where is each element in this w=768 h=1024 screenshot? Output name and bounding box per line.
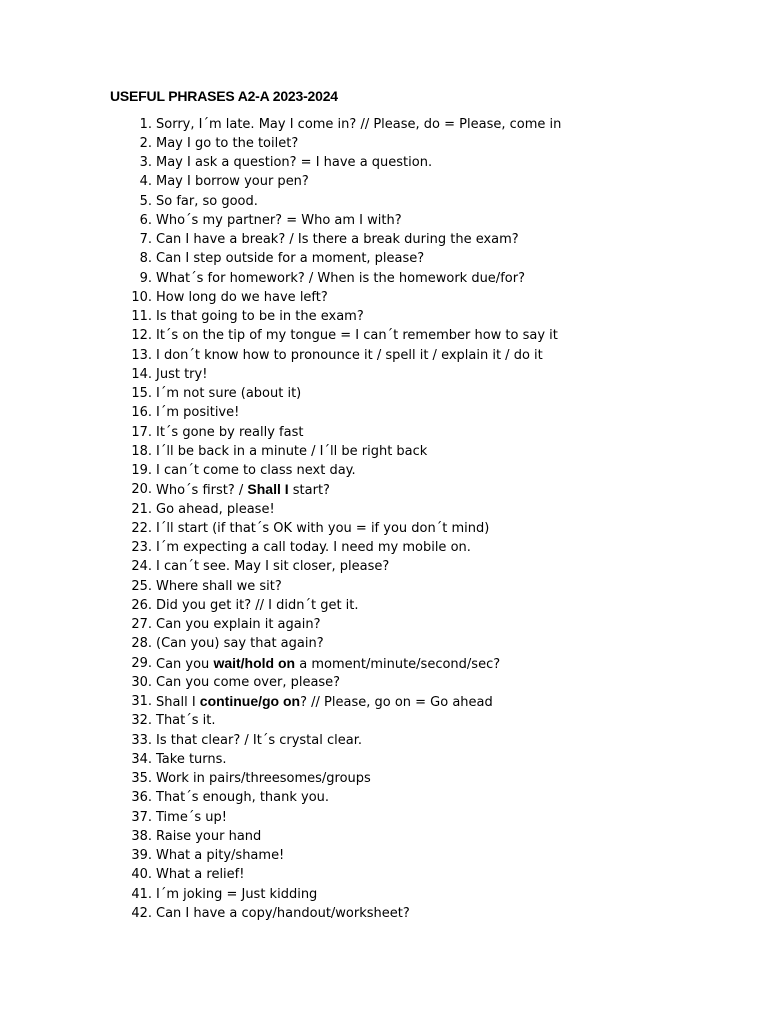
text-segment: I´m positive! [156,405,240,421]
list-item-text [156,269,525,288]
text-segment: Can I step outside for a moment, please? [156,251,425,267]
list-item-number: 9. [139,270,152,286]
text-segment: May I borrow your pen? [156,174,309,190]
list-item-number: 3. [139,155,152,170]
list-item-number: 25. [131,578,152,594]
text-segment: start? [288,483,330,499]
list-item-text [156,365,207,384]
list-item-text [156,115,561,134]
list-item-text [156,211,402,230]
text-segment: Can you explain it again? [156,617,321,632]
list-item-number: 26. [131,597,152,613]
text-segment: Did you get it? // I didn´t get it. [156,597,359,613]
list-item-text [156,519,489,538]
list-item-number: 37. [131,809,152,825]
list-item-number: 5. [139,193,152,209]
list-item-number: 13. [131,347,152,363]
text-segment: Raise your hand [156,828,262,844]
text-segment: Who´s first? / [156,483,248,499]
list-item-text [156,865,244,884]
list-item-number: 23. [131,540,152,555]
list-item-text [156,172,309,191]
text-segment: That´s enough, thank you. [156,790,330,806]
list-item-number: 33. [131,732,152,748]
text-segment: Can I have a copy/handout/worksheet? [156,905,410,921]
list-item-number: 20. [131,482,152,498]
list-item-number: 12. [131,328,152,344]
list-item-text [156,711,216,730]
text-segment: So far, so good. [156,193,258,209]
list-item-text [156,134,298,153]
list-item-text [156,788,329,807]
list-item-text [156,731,362,750]
text-segment: a moment/minute/second/sec? [295,656,501,672]
list-item-number: 21. [131,501,152,517]
text-segment: Can I have a break? / Is there a break during the exam? [156,232,519,247]
list-item-text [156,904,410,923]
list-item-number: 30. [131,674,152,690]
list-item-text [156,288,328,307]
list-item-text [156,153,432,172]
list-item-text [156,480,330,500]
list-item-number: 4. [139,174,152,190]
list-item-number: 42. [131,905,152,921]
text-segment: I´m not sure (about it) [156,386,302,401]
list-item-number: 29. [131,655,152,671]
list-item-text [156,230,519,249]
list-item-text [156,326,558,345]
list-item-text [156,538,471,557]
text-segment: What a pity/shame! [156,848,285,863]
text-segment: I can´t come to class next day. [156,463,356,478]
text-segment: Shall I [156,695,200,710]
list-item-number: 24. [131,559,152,575]
text-segment: Who´s my partner? = Who am I with? [156,212,402,228]
document-title: USEFUL PHRASES A2-A 2023-2024 [110,88,338,104]
list-item-text [156,846,284,865]
text-segment: I´m expecting a call today. I need my mobile on. [156,540,471,555]
text-segment: That´s it. [156,713,216,729]
list-item-text [156,577,282,596]
text-segment: Is that clear? / It´s crystal clear. [156,732,362,748]
list-item-number: 41. [131,886,152,902]
emphasized-text: wait/hold on [213,654,296,671]
list-item-number: 34. [131,751,152,767]
list-item-number: 27. [131,617,152,632]
text-segment: Take turns. [156,751,227,767]
text-segment: I´ll be back in a minute / I´ll be right back [156,443,428,459]
list-item-number: 15. [131,386,152,401]
list-item-text [156,442,427,461]
list-item-text [156,500,275,519]
list-item-number: 14. [131,366,152,382]
list-item-number: 38. [131,828,152,844]
list-item-number: 36. [131,790,152,806]
text-segment: Is that going to be in the exam? [156,309,364,324]
list-item-text [156,307,364,326]
text-segment: May I go to the toilet? [156,135,299,151]
text-segment: (Can you) say that again? [156,636,324,652]
list-item-text [156,885,317,904]
list-item-number: 22. [131,520,152,536]
emphasized-text: Shall I [247,481,289,498]
text-segment: I´m joking = Just kidding [156,886,318,902]
text-segment: May I ask a question? = I have a question. [156,155,433,170]
text-segment: Where shall we sit? [156,578,282,594]
text-segment: Can you [156,656,214,672]
text-segment: I can´t see. May I sit closer, please? [156,559,390,575]
text-segment: I´ll start (if that´s OK with you = if you don´t mind) [156,520,490,536]
list-item-number: 32. [131,713,152,729]
text-segment: What a relief! [156,867,245,883]
list-item-text [156,808,227,827]
list-item-number: 11. [131,309,152,324]
list-item-text [156,346,543,365]
text-segment: Sorry, I´m late. May I come in? // Please, do = Please, come in [156,116,562,132]
text-segment: What´s for homework? / When is the homework due/for? [156,270,525,286]
text-segment: Go ahead, please! [156,501,275,517]
text-segment: Just try! [156,366,208,382]
list-item-text [156,827,261,846]
list-item-text [156,692,493,712]
list-item-text [156,769,371,788]
list-item-text [156,673,340,692]
list-item-number: 10. [131,289,152,305]
list-item-text [156,249,424,268]
list-item-number: 18. [131,443,152,459]
text-segment: It´s gone by really fast [156,424,304,440]
list-item-number: 17. [131,424,152,440]
list-item-number: 28. [131,636,152,652]
text-segment: Can you come over, please? [156,674,341,690]
text-segment: It´s on the tip of my tongue = I can´t remember how to say it [156,328,558,344]
list-item-text [156,596,359,615]
text-segment: Time´s up! [156,809,227,825]
text-segment: Work in pairs/threesomes/groups [156,771,371,786]
list-item-text [156,615,321,634]
list-item-text [156,403,239,422]
list-item-text [156,192,258,211]
list-item-text [156,423,303,442]
text-segment: I don´t know how to pronounce it / spell it / explain it / do it [156,347,543,363]
list-item-text [156,750,227,769]
list-item-number: 31. [131,694,152,709]
emphasized-text: continue/go on [199,693,301,709]
list-item-number: 6. [139,212,152,228]
list-item-number: 16. [131,405,152,421]
list-item-text [156,384,301,403]
list-item-text [156,557,389,576]
text-segment: How long do we have left? [156,289,328,305]
list-item-number: 35. [131,771,152,786]
list-item-number: 39. [131,848,152,863]
list-item-number: 40. [131,867,152,883]
list-item-text [156,461,356,480]
list-item-text [156,634,324,653]
text-segment: ? // Please, go on = Go ahead [300,695,493,710]
list-item-number: 7. [139,232,152,247]
list-item-number: 8. [139,251,152,267]
list-item-number: 2. [139,135,152,151]
list-item-number: 1. [139,116,152,132]
list-item-text [156,654,500,674]
list-item-number: 19. [131,463,152,478]
